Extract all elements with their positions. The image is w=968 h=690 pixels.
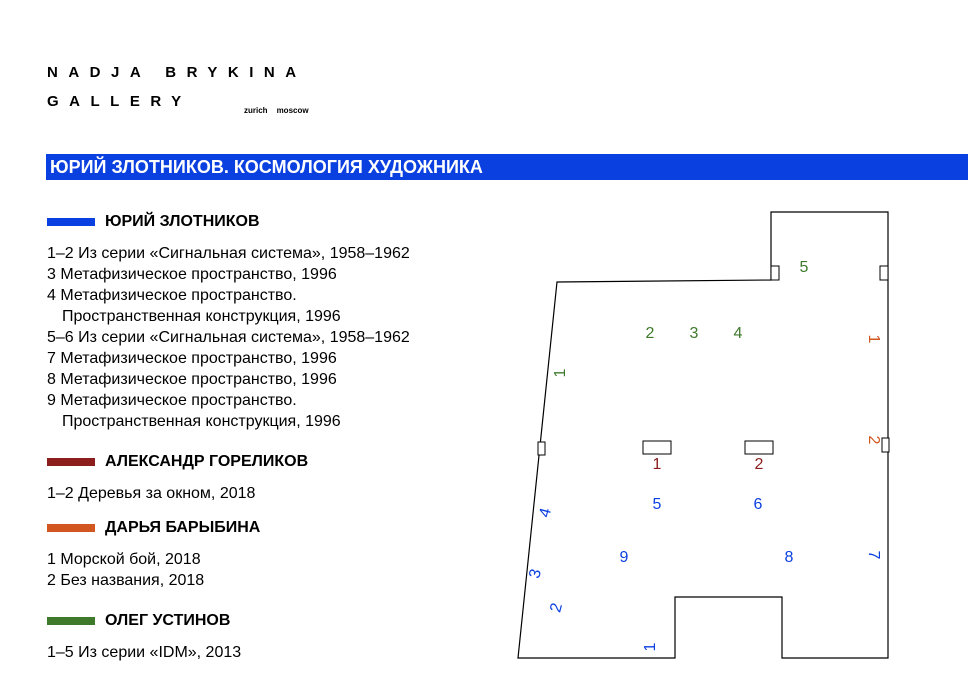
work-item: Пространственная конструкция, 1996 <box>62 413 341 430</box>
plan-marker-gorelikov: 1 <box>652 456 662 473</box>
work-item: 3 Метафизическое пространство, 1996 <box>47 266 337 283</box>
work-item: 2 Без названия, 2018 <box>47 572 205 589</box>
work-item: 9 Метафизическое пространство. <box>47 392 297 409</box>
work-item: 5–6 Из серии «Сигнальная система», 1958–1962 <box>47 329 410 346</box>
plan-marker-zlotnikov: 7 <box>865 550 882 560</box>
city-zurich: zurich <box>244 106 268 115</box>
work-item: 1–5 Из серии «IDM», 2013 <box>47 644 242 661</box>
pedestal <box>745 441 773 454</box>
work-item: 4 Метафизическое пространство. <box>47 287 297 304</box>
gallery-logo-line1: NADJA BRYKINA <box>47 64 307 81</box>
wall-notch <box>882 438 889 452</box>
plan-marker-zlotnikov: 5 <box>652 496 662 513</box>
plan-marker-barybina: 1 <box>865 334 882 344</box>
exhibition-title: ЮРИЙ ЗЛОТНИКОВ. КОСМОЛОГИЯ ХУДОЖНИКА <box>50 157 483 177</box>
plan-marker-barybina: 2 <box>865 435 882 445</box>
artist-name-gorelikov: АЛЕКСАНДР ГОРЕЛИКОВ <box>105 453 309 470</box>
work-item: 1 Морской бой, 2018 <box>47 551 201 568</box>
work-item: Пространственная конструкция, 1996 <box>62 308 341 325</box>
wall-notch <box>771 266 779 280</box>
plan-marker-zlotnikov: 1 <box>642 642 659 652</box>
plan-marker-ustinov: 5 <box>799 259 809 276</box>
plan-marker-gorelikov: 2 <box>754 456 764 473</box>
gallery-logo-line2: GALLERY <box>47 93 192 110</box>
plan-marker-zlotnikov: 9 <box>619 549 629 566</box>
artist-name-ustinov: ОЛЕГ УСТИНОВ <box>105 612 231 629</box>
plan-marker-ustinov: 3 <box>689 325 699 342</box>
wall-notch <box>538 442 545 455</box>
plan-marker-zlotnikov: 3 <box>526 567 546 581</box>
plan-marker-zlotnikov: 8 <box>784 549 794 566</box>
plan-marker-zlotnikov: 4 <box>536 506 556 520</box>
pedestal <box>643 441 671 454</box>
plan-marker-zlotnikov: 2 <box>547 601 567 615</box>
plan-marker-ustinov: 4 <box>733 325 743 342</box>
plan-marker-ustinov: 1 <box>552 368 569 378</box>
plan-marker-ustinov: 2 <box>645 325 655 342</box>
wall-notch <box>880 266 888 280</box>
city-moscow: moscow <box>276 106 309 115</box>
work-item: 8 Метафизическое пространство, 1996 <box>47 371 337 388</box>
plan-marker-zlotnikov: 6 <box>753 496 763 513</box>
floor-plan-outline <box>518 212 888 658</box>
work-item: 7 Метафизическое пространство, 1996 <box>47 350 337 367</box>
artist-name-zlotnikov: ЮРИЙ ЗЛОТНИКОВ <box>105 213 260 230</box>
artist-name-barybina: ДАРЬЯ БАРЫБИНА <box>105 519 261 536</box>
work-item: 1–2 Деревья за окном, 2018 <box>47 485 256 502</box>
work-item: 1–2 Из серии «Сигнальная система», 1958–1962 <box>47 245 410 262</box>
